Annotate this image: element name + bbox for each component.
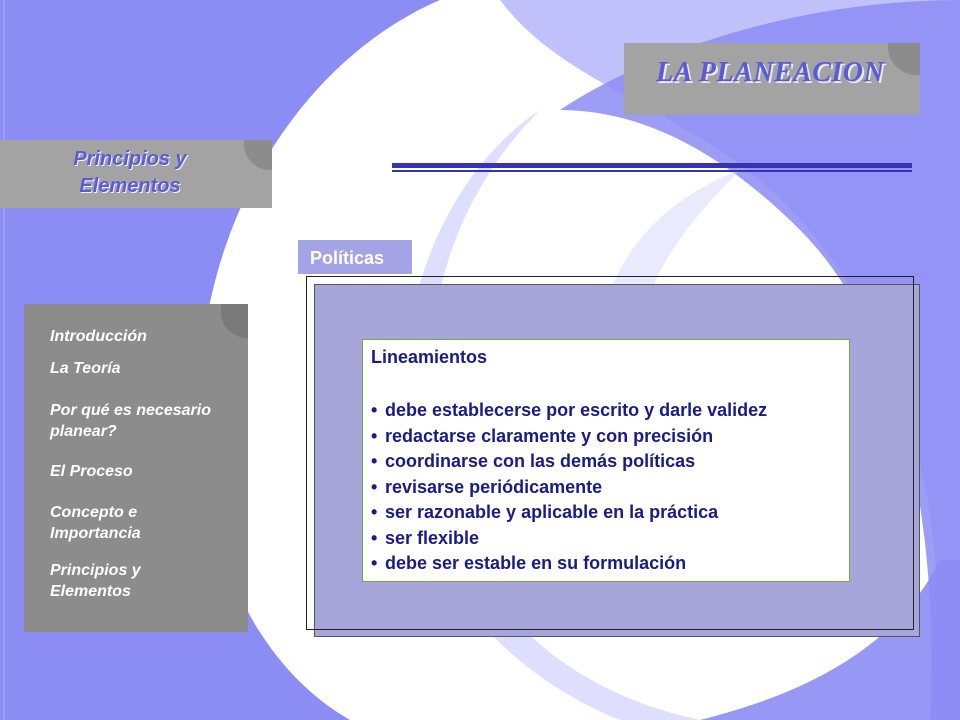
bullet-icon: • — [371, 553, 378, 573]
list-item — [371, 398, 767, 424]
list-item-text: coordinarse con las demás políticas — [385, 451, 696, 471]
bullet-icon: • — [371, 451, 378, 471]
page-title: LA PLANEACION — [656, 57, 885, 88]
section-title: Principios y Elementos — [73, 148, 187, 197]
nav-item-el-proceso[interactable]: El Proceso — [50, 463, 133, 480]
nav-item-introduccion[interactable]: Introducción — [50, 328, 147, 345]
nav-item-por-que-planear[interactable]: Por qué es necesario planear? — [50, 402, 211, 440]
bullet-icon: • — [371, 476, 378, 497]
list-item-text: debe ser estable en su formulación — [385, 553, 687, 573]
list-item-text: redactarse claramente y con precisión — [385, 425, 714, 446]
list-item-text: revisarse periódicamente — [385, 476, 603, 497]
bullet-list — [371, 398, 767, 577]
nav-item-la-teoria[interactable]: La Teoría — [50, 360, 121, 377]
list-item-text: debe establecerse por escrito y darle validez — [385, 400, 768, 420]
tab-politicas[interactable]: Políticas — [298, 240, 412, 274]
bullet-icon: • — [371, 502, 378, 522]
list-item — [371, 551, 767, 577]
list-item — [371, 449, 767, 475]
list-item — [371, 500, 767, 526]
nav-item-concepto-importancia[interactable]: Concepto e Importancia — [50, 504, 141, 542]
list-item-text: ser flexible — [385, 527, 480, 548]
bullet-icon: • — [371, 527, 378, 548]
list-item — [371, 424, 767, 450]
title-underline — [392, 163, 912, 168]
bullet-icon: • — [371, 425, 378, 446]
list-item — [371, 526, 767, 552]
section-banner-corner — [244, 140, 272, 170]
nav-item-principios-elementos[interactable]: Principios y Elementos — [50, 562, 141, 600]
content-title: Lineamientos — [371, 347, 488, 367]
bullet-icon: • — [371, 400, 378, 420]
title-underline-thin — [392, 170, 912, 172]
list-item-text: ser razonable y aplicable en la práctica — [385, 502, 719, 522]
list-item — [371, 475, 767, 501]
